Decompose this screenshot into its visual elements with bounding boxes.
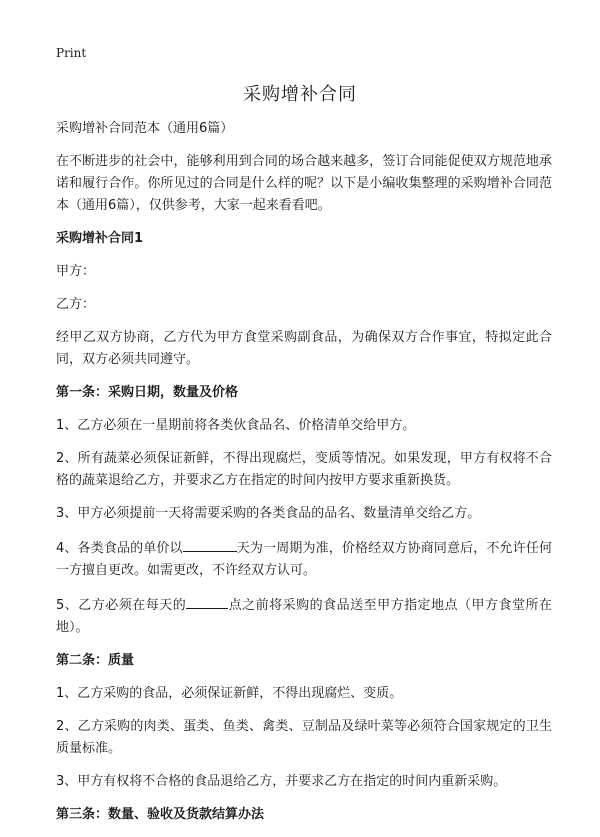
clause-text: 点之前将采购的食品送至甲方指定地点（甲方食堂所在地）。 (56, 598, 552, 635)
article-heading: 第一条：采购日期，数量及价格 (56, 385, 239, 400)
intro-paragraph: 在不断进步的社会中，能够利用到合同的场合越来越多，签订合同能促使双方规范地承诺和履行合作。你所见过的合同是什么样的呢？以下是小编收集整理的采购增补合同范本（通用6篇），仅供参考，大家一起来看看吧。 (56, 154, 552, 213)
party-b-line: 乙方： (56, 297, 96, 312)
clause-item (56, 536, 552, 582)
preamble-paragraph: 经甲乙双方协商，乙方代为甲方食堂采购副食品，为确保双方合作事宜，特拟定此合同，双方必须共同遵守。 (56, 330, 552, 367)
document-body (56, 118, 552, 837)
clause-item (56, 593, 552, 639)
clause-item: 1、乙方采购的食品，必须保证新鲜，不得出现腐烂、变质。 (56, 686, 403, 701)
clause-item: 2、所有蔬菜必须保证新鲜，不得出现腐烂，变质等情况。如果发现，甲方有权将不合格的蔬菜退给乙方，并要求乙方在指定的时间内按甲方要求重新换货。 (56, 451, 552, 488)
clause-item: 3、甲方有权将不合格的食品退给乙方，并要求乙方在指定的时间内重新采购。 (56, 774, 507, 789)
clause-item: 3、甲方必须提前一天将需要采购的各类食品的品名、数量清单交给乙方。 (56, 506, 481, 521)
clause-text: 5、乙方必须在每天的 (56, 598, 187, 613)
article-heading: 第三条：数量、验收及货款结算办法 (56, 807, 265, 822)
clause-item: 2、乙方采购的肉类、蛋类、鱼类、禽类、豆制品及绿叶菜等必须符合国家规定的卫生质量标准。 (56, 719, 552, 756)
article-heading: 第二条：质量 (56, 653, 135, 668)
document-subtitle: 采购增补合同范本（通用6篇） (56, 121, 234, 136)
party-a-line: 甲方： (56, 264, 96, 279)
fill-in-blank (186, 593, 228, 609)
clause-text: 天为一周期为准，价格经双方协商同意后，不允许任何一方擅自更改。如需更改，不许经双方认可。 (56, 541, 552, 578)
clause-item: 1、乙方必须在一星期前将各类伙食品名、价格清单交给甲方。 (56, 418, 416, 433)
document-title: 采购增补合同 (243, 84, 357, 105)
print-link[interactable]: Print (56, 46, 87, 60)
fill-in-blank (183, 536, 237, 552)
clause-text: 4、各类食品的单价以 (56, 541, 183, 556)
section-heading: 采购增补合同1 (56, 231, 144, 246)
